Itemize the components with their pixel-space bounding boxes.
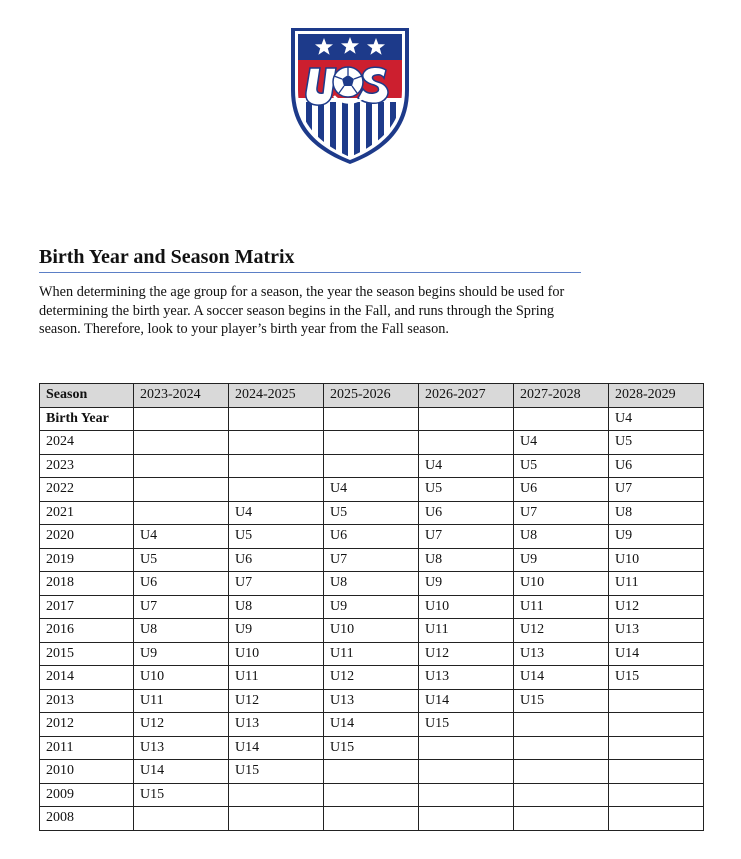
age-group-cell	[229, 478, 324, 502]
age-group-cell	[229, 783, 324, 807]
table-row	[40, 689, 704, 713]
age-group-cell: U10	[419, 595, 514, 619]
age-group-cell	[419, 736, 514, 760]
table-row	[40, 454, 704, 478]
age-group-cell	[134, 807, 229, 831]
birth-year-cell: 2011	[40, 736, 134, 760]
age-group-cell	[324, 407, 419, 431]
age-group-cell: U14	[419, 689, 514, 713]
intro-line-2: determining the birth year. A soccer season begins in the Fall, and runs through the Spring	[39, 302, 554, 319]
age-group-cell: U15	[609, 666, 704, 690]
age-group-cell: U14	[514, 666, 609, 690]
age-group-cell: U15	[324, 736, 419, 760]
age-group-cell: U8	[134, 619, 229, 643]
birth-year-cell: 2009	[40, 783, 134, 807]
age-group-cell: U9	[419, 572, 514, 596]
intro-line-1: When determining the age group for a season, the year the season begins should be used for	[39, 284, 565, 300]
birth-year-cell: 2019	[40, 548, 134, 572]
birth-year-cell: 2021	[40, 501, 134, 525]
age-group-cell	[609, 689, 704, 713]
age-group-cell	[514, 760, 609, 784]
season-column-header: 2024-2025	[229, 384, 324, 408]
age-group-cell	[324, 454, 419, 478]
age-group-cell: U10	[134, 666, 229, 690]
birth-year-cell: 2013	[40, 689, 134, 713]
table-row	[40, 736, 704, 760]
age-group-cell: U8	[609, 501, 704, 525]
age-group-cell: U5	[514, 454, 609, 478]
table-row	[40, 407, 704, 431]
birth-year-cell: 2016	[40, 619, 134, 643]
age-group-cell: U6	[324, 525, 419, 549]
age-group-cell: U7	[514, 501, 609, 525]
age-group-cell	[229, 454, 324, 478]
birth-year-cell: 2015	[40, 642, 134, 666]
age-group-cell: U8	[514, 525, 609, 549]
age-group-cell: U6	[514, 478, 609, 502]
age-group-cell: U4	[609, 407, 704, 431]
age-group-cell: U7	[324, 548, 419, 572]
age-group-cell: U6	[419, 501, 514, 525]
us-soccer-crest-logo	[288, 26, 412, 166]
page-title: Birth Year and Season Matrix	[39, 246, 295, 268]
age-group-cell	[609, 783, 704, 807]
age-group-cell	[134, 478, 229, 502]
age-group-cell: U7	[609, 478, 704, 502]
age-group-cell: U5	[419, 478, 514, 502]
age-group-cell	[514, 736, 609, 760]
age-group-cell: U14	[609, 642, 704, 666]
age-group-cell: U13	[134, 736, 229, 760]
age-group-cell	[514, 713, 609, 737]
table-header-row	[40, 384, 704, 408]
age-group-cell: U7	[134, 595, 229, 619]
age-group-cell: U13	[324, 689, 419, 713]
age-group-cell	[419, 807, 514, 831]
age-group-cell	[134, 454, 229, 478]
table-row	[40, 501, 704, 525]
age-group-cell: U5	[609, 431, 704, 455]
birth-year-cell: 2024	[40, 431, 134, 455]
birth-year-cell: 2018	[40, 572, 134, 596]
age-group-cell	[514, 807, 609, 831]
birth-year-cell: 2017	[40, 595, 134, 619]
intro-line-3: season. Therefore, look to your player’s birth year from the Fall season.	[39, 321, 449, 337]
season-column-header: 2028-2029	[609, 384, 704, 408]
age-group-cell	[324, 783, 419, 807]
age-group-cell	[419, 407, 514, 431]
birth-year-cell: 2012	[40, 713, 134, 737]
age-group-cell: U12	[134, 713, 229, 737]
table-row	[40, 760, 704, 784]
age-group-cell	[229, 807, 324, 831]
age-group-cell: U12	[514, 619, 609, 643]
age-group-cell: U6	[229, 548, 324, 572]
age-group-cell	[229, 407, 324, 431]
age-group-cell: U4	[324, 478, 419, 502]
age-group-cell: U15	[134, 783, 229, 807]
age-group-cell: U10	[324, 619, 419, 643]
age-group-cell	[609, 713, 704, 737]
age-group-cell: U8	[229, 595, 324, 619]
intro-paragraph	[39, 283, 659, 339]
table-row	[40, 572, 704, 596]
table-body	[40, 407, 704, 830]
table-row	[40, 478, 704, 502]
table-row	[40, 525, 704, 549]
age-group-cell: U13	[229, 713, 324, 737]
age-group-cell	[609, 807, 704, 831]
age-group-cell	[514, 783, 609, 807]
birth-year-cell: Birth Year	[40, 407, 134, 431]
age-group-cell: U8	[324, 572, 419, 596]
age-group-cell: U6	[609, 454, 704, 478]
age-group-cell: U13	[419, 666, 514, 690]
age-group-cell: U11	[609, 572, 704, 596]
age-group-cell: U8	[419, 548, 514, 572]
table-row	[40, 595, 704, 619]
age-group-cell	[134, 431, 229, 455]
age-group-cell: U14	[324, 713, 419, 737]
age-group-cell: U13	[609, 619, 704, 643]
age-group-cell: U7	[419, 525, 514, 549]
age-group-cell: U4	[134, 525, 229, 549]
age-group-cell: U14	[229, 736, 324, 760]
age-group-cell: U4	[229, 501, 324, 525]
birth-year-cell: 2020	[40, 525, 134, 549]
age-group-cell: U4	[419, 454, 514, 478]
table-row	[40, 666, 704, 690]
age-group-cell	[229, 431, 324, 455]
age-group-cell: U12	[609, 595, 704, 619]
season-column-header: 2023-2024	[134, 384, 229, 408]
birth-year-cell: 2008	[40, 807, 134, 831]
age-group-cell: U15	[514, 689, 609, 713]
season-column-header: 2025-2026	[324, 384, 419, 408]
age-group-cell: U11	[514, 595, 609, 619]
season-column-header: 2026-2027	[419, 384, 514, 408]
season-header-cell: Season	[40, 384, 134, 408]
age-group-cell	[134, 501, 229, 525]
age-group-cell: U11	[134, 689, 229, 713]
age-group-cell	[324, 431, 419, 455]
table-row	[40, 548, 704, 572]
age-group-cell: U6	[134, 572, 229, 596]
age-group-cell: U9	[609, 525, 704, 549]
table-row	[40, 807, 704, 831]
age-group-cell: U15	[419, 713, 514, 737]
age-group-cell: U13	[514, 642, 609, 666]
age-group-cell: U9	[229, 619, 324, 643]
age-group-cell	[419, 783, 514, 807]
age-group-cell: U5	[324, 501, 419, 525]
birth-year-cell: 2023	[40, 454, 134, 478]
age-group-cell: U9	[324, 595, 419, 619]
table-row	[40, 713, 704, 737]
age-group-cell: U12	[419, 642, 514, 666]
age-group-cell	[324, 760, 419, 784]
age-group-cell: U10	[229, 642, 324, 666]
age-group-cell: U11	[324, 642, 419, 666]
table-row	[40, 619, 704, 643]
age-group-cell: U7	[229, 572, 324, 596]
title-underline	[39, 272, 581, 273]
table-row	[40, 642, 704, 666]
age-group-cell: U12	[229, 689, 324, 713]
age-group-cell	[609, 760, 704, 784]
age-group-cell	[514, 407, 609, 431]
age-group-cell: U11	[419, 619, 514, 643]
age-group-cell	[609, 736, 704, 760]
age-group-cell	[134, 407, 229, 431]
birth-year-cell: 2014	[40, 666, 134, 690]
age-group-cell	[419, 760, 514, 784]
age-group-cell: U10	[514, 572, 609, 596]
age-group-cell: U9	[134, 642, 229, 666]
age-group-cell	[419, 431, 514, 455]
age-group-cell: U9	[514, 548, 609, 572]
birth-year-cell: 2022	[40, 478, 134, 502]
age-group-cell: U15	[229, 760, 324, 784]
table-row	[40, 783, 704, 807]
age-group-cell: U10	[609, 548, 704, 572]
season-column-header: 2027-2028	[514, 384, 609, 408]
birth-year-season-table	[39, 383, 704, 831]
table-row	[40, 431, 704, 455]
age-group-cell: U12	[324, 666, 419, 690]
birth-year-cell: 2010	[40, 760, 134, 784]
age-group-cell: U4	[514, 431, 609, 455]
age-group-cell: U5	[229, 525, 324, 549]
age-group-cell	[324, 807, 419, 831]
age-group-cell: U14	[134, 760, 229, 784]
age-group-cell: U5	[134, 548, 229, 572]
age-group-cell: U11	[229, 666, 324, 690]
